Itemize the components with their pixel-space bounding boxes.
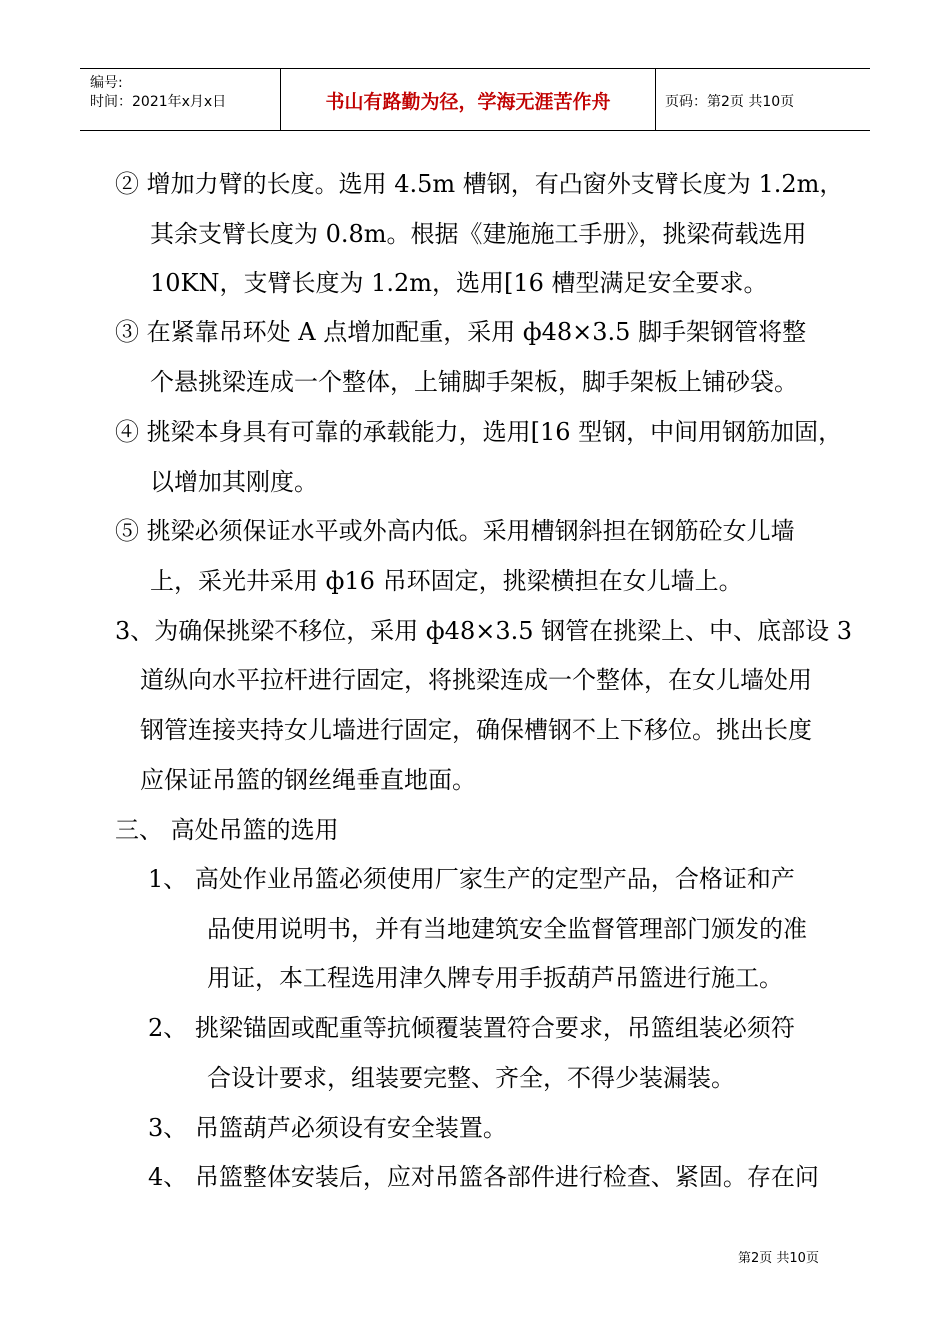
header-right-cell [655, 69, 870, 130]
body-line: 钢管连接夹持女儿墙进行固定，确保槽钢不上下移位。挑出长度 [140, 716, 812, 744]
body-line: 道纵向水平拉杆进行固定，将挑梁连成一个整体，在女儿墙处用 [140, 666, 812, 694]
body-line: 合设计要求，组装要完整、齐全，不得少装漏装。 [207, 1064, 735, 1092]
page-footer: 第2页 共10页 [738, 1251, 819, 1266]
body-line: ③ 在紧靠吊环处 A 点增加配重，采用 ф48×3.5 脚手架钢管将整 [115, 318, 807, 346]
doc-number-label: 编号: [90, 75, 123, 91]
header-page-info: 页码：第2页 共10页 [665, 94, 795, 110]
body-line: 3、 吊篮葫芦必须设有安全装置。 [148, 1114, 507, 1142]
body-line: 用证，本工程选用津久牌专用手扳葫芦吊篮进行施工。 [207, 964, 783, 992]
header-motto: 书山有路勤为径，学海无涯苦作舟 [325, 91, 611, 113]
body-line: 3、为确保挑梁不移位，采用 ф48×3.5 钢管在挑梁上、中、底部设 3 [115, 617, 853, 645]
page-header [80, 68, 870, 131]
doc-time-label: 时间：2021年x月x日 [90, 94, 227, 110]
body-line: 品使用说明书，并有当地建筑安全监督管理部门颁发的准 [207, 915, 807, 943]
section-heading: 三、 高处吊篮的选用 [115, 816, 339, 844]
body-line: 2、 挑梁锚固或配重等抗倾覆装置符合要求，吊篮组装必须符 [148, 1014, 795, 1042]
body-line: 应保证吊篮的钢丝绳垂直地面。 [140, 766, 476, 794]
body-line: 4、 吊篮整体安装后，应对吊篮各部件进行检查、紧固。存在问 [148, 1163, 819, 1191]
header-mid-cell [280, 69, 656, 130]
body-line: ⑤ 挑梁必须保证水平或外高内低。采用槽钢斜担在钢筋砼女儿墙 [115, 517, 795, 545]
body-line: 其余支臂长度为 0.8m。根据《建施施工手册》，挑梁荷载选用 [150, 220, 807, 248]
header-left-cell [80, 69, 280, 130]
body-line: 1、 高处作业吊篮必须使用厂家生产的定型产品，合格证和产 [148, 865, 795, 893]
body-line: 个悬挑梁连成一个整体，上铺脚手架板，脚手架板上铺砂袋。 [150, 368, 798, 396]
body-line: 上，采光井采用 ф16 吊环固定，挑梁横担在女儿墙上。 [150, 567, 743, 595]
body-line: 10KN，支臂长度为 1.2m，选用[16 槽型满足安全要求。 [150, 269, 768, 297]
body-line: ④ 挑梁本身具有可靠的承载能力，选用[16 型钢，中间用钢筋加固， [115, 418, 843, 446]
body-line: 以增加其刚度。 [150, 468, 318, 496]
body-line: ② 增加力臂的长度。选用 4.5m 槽钢，有凸窗外支臂长度为 1.2m， [115, 170, 844, 198]
